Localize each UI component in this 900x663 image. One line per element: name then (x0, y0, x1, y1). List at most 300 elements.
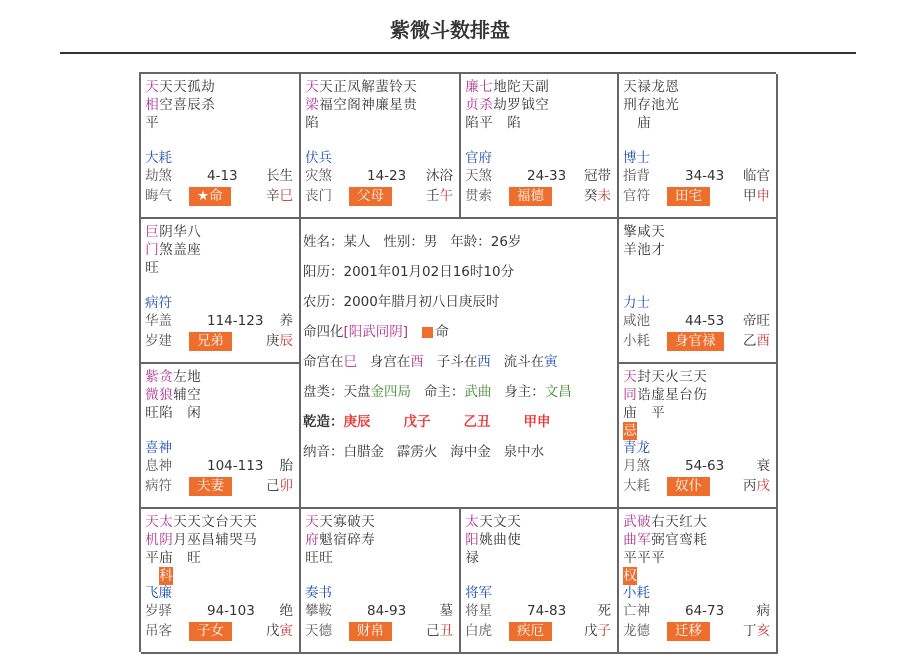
star-char: 天 (145, 514, 159, 530)
palace-zi[interactable] (461, 509, 619, 654)
palace-shen[interactable] (619, 74, 778, 219)
palace-gan: 庚 (266, 333, 280, 349)
minggong-label: 命宫在 (303, 354, 344, 370)
star-char: 劫 (201, 79, 215, 95)
palace-row-name (623, 332, 772, 350)
changsheng-stage: 临官 (743, 168, 770, 184)
sihua-label: 命四化 (303, 324, 344, 340)
nayin-row (303, 437, 617, 467)
star-column (651, 78, 665, 132)
star-char: 相 (145, 97, 159, 113)
star-brightness: 平 (651, 405, 665, 421)
decade-range: 34-43 (685, 168, 725, 184)
star-column (229, 513, 243, 585)
suiqian-spirit: 病符 (145, 478, 172, 494)
star-char: 天 (173, 514, 187, 530)
sihua-badge: 科 (159, 568, 173, 584)
star-column (201, 513, 215, 585)
star-char: 龙 (651, 79, 665, 95)
star-brightness: 平 (637, 550, 651, 566)
star-char: 刑 (623, 97, 637, 113)
star-char: 副 (535, 79, 549, 95)
gender-label: 性别： (383, 234, 424, 250)
changsheng-stage: 死 (597, 603, 611, 619)
jiangqian-spirit: 息神 (145, 458, 172, 474)
star-column (361, 78, 375, 132)
star-column (187, 78, 201, 132)
lunar-date-row (303, 287, 617, 317)
palace-name-badge[interactable]: 父母 (349, 187, 392, 206)
age-label: 年龄： (450, 234, 491, 250)
boshi-god: 青龙 (623, 440, 650, 456)
star-char: 神 (361, 97, 375, 113)
star-char: 武 (623, 514, 637, 530)
star-char: 曲 (623, 532, 637, 548)
star-column (243, 513, 257, 585)
star-char: 火 (665, 369, 679, 385)
gender-value: 男 (423, 234, 438, 250)
palace-chou[interactable] (301, 509, 461, 654)
star-char: 辅 (173, 387, 187, 403)
star-char: 恩 (665, 79, 679, 95)
star-column (637, 78, 651, 132)
palace-gan: 戊 (584, 623, 598, 639)
star-column (665, 368, 679, 440)
star-char: 巫 (187, 532, 201, 548)
palace-zhi: 卯 (279, 478, 293, 494)
star-char: 微 (145, 387, 159, 403)
changsheng-stage: 胎 (279, 458, 293, 474)
suiqian-spirit: 小耗 (623, 333, 650, 349)
star-char: 同 (623, 387, 637, 403)
star-column (145, 368, 159, 422)
qianzao-label: 乾造： (303, 414, 344, 430)
jiangqian-spirit: 亡神 (623, 603, 650, 619)
suiqian-spirit: 贯索 (465, 188, 492, 204)
star-char: 台 (679, 387, 693, 403)
day-pillar: 乙丑 (463, 414, 491, 430)
sihua-badge: 忌 (623, 423, 637, 439)
palace-ganzhi (584, 622, 611, 640)
star-char: 正 (333, 79, 347, 95)
star-char: 空 (159, 97, 173, 113)
changsheng-stage: 墓 (439, 603, 453, 619)
star-char: 才 (651, 242, 665, 258)
palace-row-name (623, 187, 772, 205)
palace-name-badge[interactable]: 福德 (509, 187, 552, 206)
palace-row-spirit (465, 167, 613, 185)
palace-row-spirit (145, 167, 295, 185)
palace-row-spirit (623, 312, 772, 330)
star-char: 贵 (403, 97, 417, 113)
boshi-god: 将军 (465, 585, 492, 601)
palace-wu[interactable] (301, 74, 461, 219)
star-column (361, 513, 375, 567)
star-char: 姚 (479, 532, 493, 548)
star-char: 杀 (201, 97, 215, 113)
suiqian-spirit: 官符 (623, 188, 650, 204)
palace-name-badge[interactable]: 子女 (189, 622, 232, 641)
palace-gan: 己 (266, 478, 280, 494)
star-char: 天 (623, 79, 637, 95)
palace-row-spirit (623, 167, 772, 185)
star-char: 铃 (389, 79, 403, 95)
star-char: 空 (187, 387, 201, 403)
liudou-value: 寅 (544, 354, 558, 370)
star-char: 七 (479, 79, 493, 95)
star-column (623, 78, 637, 132)
star-char: 弼 (651, 532, 665, 548)
star-char: 右 (651, 514, 665, 530)
title-divider (60, 52, 856, 54)
boshi-god: 奏书 (305, 585, 332, 601)
star-column (521, 78, 535, 132)
star-column (623, 368, 637, 440)
palace-ganzhi (584, 187, 611, 205)
star-char: 寡 (333, 514, 347, 530)
palace-mao[interactable] (141, 364, 301, 509)
star-brightness: 陷 (305, 115, 319, 131)
palace-ganzhi (266, 477, 293, 495)
star-column (347, 78, 361, 132)
decade-range: 64-73 (685, 603, 725, 619)
star-column (159, 223, 173, 277)
palace-gan: 己 (426, 623, 440, 639)
star-brightness: 庙 (637, 115, 651, 131)
palace-name-badge[interactable]: 奴仆 (667, 477, 710, 496)
ming-marker-icon (422, 327, 433, 338)
star-char: 天 (145, 79, 159, 95)
decade-range: 74-83 (527, 603, 567, 619)
star-char: 星 (389, 97, 403, 113)
changsheng-stage: 病 (756, 603, 770, 619)
star-column (535, 78, 549, 132)
changsheng-stage: 绝 (279, 603, 293, 619)
solar-label: 阳历： (303, 264, 344, 280)
star-char: 天 (651, 369, 665, 385)
star-char: 廉 (465, 79, 479, 95)
palace-row-spirit (623, 602, 772, 620)
palace-name-badge[interactable]: 财帛 (349, 622, 392, 641)
star-column (651, 513, 665, 585)
palace-si[interactable] (141, 74, 301, 219)
star-char: 杀 (479, 97, 493, 113)
suiqian-spirit: 吊客 (145, 623, 172, 639)
star-column (637, 368, 651, 440)
palace-name-badge[interactable]: 迁移 (667, 622, 710, 641)
star-brightness: 平 (651, 550, 665, 566)
star-char: 曲 (493, 532, 507, 548)
person-name: 某人 (343, 234, 371, 250)
decade-range: 84-93 (367, 603, 407, 619)
star-char: 天 (159, 79, 173, 95)
star-char: 大 (693, 514, 707, 530)
star-char: 虚 (651, 387, 665, 403)
palace-xu[interactable] (619, 364, 778, 509)
star-char: 钺 (521, 97, 535, 113)
shengong-value: 酉 (410, 354, 424, 370)
boshi-god: 大耗 (145, 150, 172, 166)
star-char: 哭 (229, 532, 243, 548)
star-column (145, 513, 159, 585)
star-char: 罗 (507, 97, 521, 113)
star-char: 马 (243, 532, 257, 548)
star-char: 禄 (637, 79, 651, 95)
star-column (305, 513, 319, 567)
palace-row-name (465, 622, 613, 640)
palace-gan: 乙 (743, 333, 757, 349)
changsheng-stage: 冠带 (584, 168, 611, 184)
zidou-label: 子斗在 (436, 354, 478, 370)
palace-zhi: 酉 (756, 333, 770, 349)
star-brightness: 平 (479, 115, 493, 131)
star-column (333, 513, 347, 567)
star-column (159, 78, 173, 132)
jiangqian-spirit: 将星 (465, 603, 492, 619)
palace-gan: 辛 (266, 188, 280, 204)
shenzhu-label: 身主： (504, 384, 545, 400)
star-column (187, 368, 201, 422)
pan-prefix: 天盘 (343, 384, 371, 400)
star-char: 劫 (493, 97, 507, 113)
palace-zhi: 丑 (439, 623, 453, 639)
mingzhu-label: 命主： (423, 384, 465, 400)
suiqian-spirit: 龙德 (623, 623, 650, 639)
hour-pillar: 甲申 (523, 414, 551, 430)
star-list (145, 223, 299, 277)
star-column (187, 513, 201, 585)
palace-row-spirit (145, 457, 295, 475)
star-list (145, 513, 299, 585)
star-column (215, 513, 229, 585)
star-char: 福 (319, 97, 333, 113)
star-column (651, 223, 665, 259)
star-char: 鸾 (679, 532, 693, 548)
star-column (201, 78, 215, 132)
star-list (623, 78, 776, 132)
star-char: 天 (403, 79, 417, 95)
star-char: 三 (679, 369, 693, 385)
star-char: 陀 (507, 79, 521, 95)
star-brightness: 旺 (145, 260, 159, 276)
lunar-date: 2000年腊月初八日庚辰时 (343, 294, 500, 310)
palace-ganzhi (426, 622, 453, 640)
nayin-month: 霹雳火 (396, 444, 438, 460)
jiangqian-spirit: 咸池 (623, 313, 650, 329)
palace-row-name (145, 187, 295, 205)
star-char: 蜚 (375, 79, 389, 95)
boshi-god: 力士 (623, 295, 650, 311)
star-column (347, 513, 361, 567)
star-char: 阴 (159, 224, 173, 240)
star-char: 梁 (305, 97, 319, 113)
palace-ganzhi (426, 187, 453, 205)
jiangqian-spirit: 华盖 (145, 313, 172, 329)
star-column (507, 78, 521, 132)
star-brightness: 平 (623, 550, 637, 566)
star-column (403, 78, 417, 132)
star-brightness: 平 (145, 115, 159, 131)
star-char: 破 (347, 514, 361, 530)
palace-ganzhi (743, 622, 770, 640)
mingzhu-value: 武曲 (464, 384, 492, 400)
name-label: 姓名： (303, 234, 344, 250)
decade-range: 24-33 (527, 168, 567, 184)
palace-name-badge[interactable]: 兄弟 (189, 332, 232, 351)
palace-gan: 丙 (743, 478, 757, 494)
suiqian-spirit: 晦气 (145, 188, 172, 204)
palace-yin[interactable] (141, 509, 301, 654)
suiqian-spirit: 天德 (305, 623, 332, 639)
star-brightness: 旺 (305, 550, 319, 566)
star-column (375, 78, 389, 132)
star-char: 华 (173, 224, 187, 240)
star-char: 天 (173, 79, 187, 95)
palace-ganzhi (266, 332, 293, 350)
minggong-value: 巳 (343, 354, 357, 370)
basic-info-row (303, 227, 617, 257)
star-column (623, 223, 637, 259)
changsheng-stage: 帝旺 (743, 313, 770, 329)
star-column (173, 223, 187, 277)
shenzhu-value: 文昌 (544, 384, 572, 400)
palace-row-name (623, 622, 772, 640)
star-char: 魁 (319, 532, 333, 548)
star-char: 地 (187, 369, 201, 385)
star-char: 解 (361, 79, 375, 95)
palace-hai[interactable] (619, 509, 778, 654)
suiqian-spirit: 岁建 (145, 333, 172, 349)
jiangqian-spirit: 岁驿 (145, 603, 172, 619)
chart-grid (139, 72, 776, 652)
star-column (145, 223, 159, 277)
star-char: 座 (187, 242, 201, 258)
star-char: 狼 (159, 387, 173, 403)
star-brightness: 旺 (145, 405, 159, 421)
star-char: 台 (215, 514, 229, 530)
palace-row-spirit (465, 602, 613, 620)
star-column (637, 513, 651, 585)
star-column (159, 368, 173, 422)
palace-name-badge[interactable]: 疾厄 (509, 622, 552, 641)
star-char: 太 (159, 514, 173, 530)
decade-range: 44-53 (685, 313, 725, 329)
star-char: 天 (651, 224, 665, 240)
palace-row-name (465, 187, 613, 205)
nayin-hour: 泉中水 (503, 444, 545, 460)
jiangqian-spirit: 指背 (623, 168, 650, 184)
center-info-panel (301, 219, 619, 509)
star-column (187, 223, 201, 277)
nayin-day: 海中金 (450, 444, 491, 460)
star-column (173, 78, 187, 132)
star-column (319, 513, 333, 567)
star-column (465, 513, 479, 567)
boshi-god: 飞廉 (145, 585, 172, 601)
star-column (651, 368, 665, 440)
star-char: 官 (665, 532, 679, 548)
star-char: 池 (651, 97, 665, 113)
palace-name-badge[interactable]: 田宅 (667, 187, 710, 206)
star-char: 紫 (145, 369, 159, 385)
star-char: 阳 (465, 532, 479, 548)
sihua-row (303, 317, 617, 347)
palace-name-badge[interactable]: 身官禄 (667, 332, 724, 351)
bazi-row (303, 407, 617, 437)
jiangqian-spirit: 天煞 (465, 168, 492, 184)
zidou-value: 西 (477, 354, 491, 370)
palace-name-badge[interactable]: 夫妻 (189, 477, 232, 496)
solar-date-row (303, 257, 617, 287)
palace-row-spirit (623, 457, 772, 475)
star-char: 天 (229, 514, 243, 530)
jiangqian-spirit: 攀鞍 (305, 603, 332, 619)
nayin-year: 白腊金 (343, 444, 384, 460)
star-list (145, 368, 299, 422)
palace-zhi: 子 (597, 623, 611, 639)
palace-row-name (145, 477, 295, 495)
palace-ganzhi (266, 187, 293, 205)
star-brightness: 旺 (319, 550, 333, 566)
star-char: 盖 (173, 242, 187, 258)
palace-wei[interactable] (461, 74, 619, 219)
year-pillar: 庚辰 (343, 414, 371, 430)
star-char: 太 (465, 514, 479, 530)
star-list (305, 78, 459, 132)
sihua-ming-label: 命 (435, 324, 449, 340)
palace-ganzhi (743, 187, 770, 205)
changsheng-stage: 衰 (756, 458, 770, 474)
star-char: 封 (637, 369, 651, 385)
boshi-god: 喜神 (145, 440, 172, 456)
palace-row-spirit (145, 312, 295, 330)
decade-range: 114-123 (207, 313, 264, 329)
star-column (493, 513, 507, 567)
star-char: 空 (535, 97, 549, 113)
star-column (665, 513, 679, 585)
star-column (493, 78, 507, 132)
star-char: 贪 (159, 369, 173, 385)
star-char: 孤 (187, 79, 201, 95)
star-char: 擎 (623, 224, 637, 240)
palace-name-badge[interactable]: ★命 (189, 187, 231, 206)
star-column (665, 78, 679, 132)
star-brightness: 陷 (507, 115, 521, 131)
palace-gan: 丁 (743, 623, 757, 639)
palace-you[interactable] (619, 219, 778, 364)
age-value: 26岁 (490, 234, 522, 250)
star-list (465, 78, 617, 132)
star-char: 咸 (637, 224, 651, 240)
star-char: 天 (319, 514, 333, 530)
star-list (623, 513, 776, 585)
star-list (623, 368, 776, 440)
star-char: 羊 (623, 242, 637, 258)
changsheng-stage: 沐浴 (426, 168, 453, 184)
star-char: 天 (319, 79, 333, 95)
sihua-value: [阳武同阴] (343, 324, 409, 340)
star-column (679, 513, 693, 585)
star-char: 月 (173, 532, 187, 548)
star-column (333, 78, 347, 132)
suiqian-spirit: 大耗 (623, 478, 650, 494)
star-char: 地 (493, 79, 507, 95)
star-char: 辅 (215, 532, 229, 548)
palace-chen[interactable] (141, 219, 301, 364)
jiangqian-spirit: 灾煞 (305, 168, 332, 184)
decade-range: 54-63 (685, 458, 725, 474)
suiqian-spirit: 白虎 (465, 623, 492, 639)
